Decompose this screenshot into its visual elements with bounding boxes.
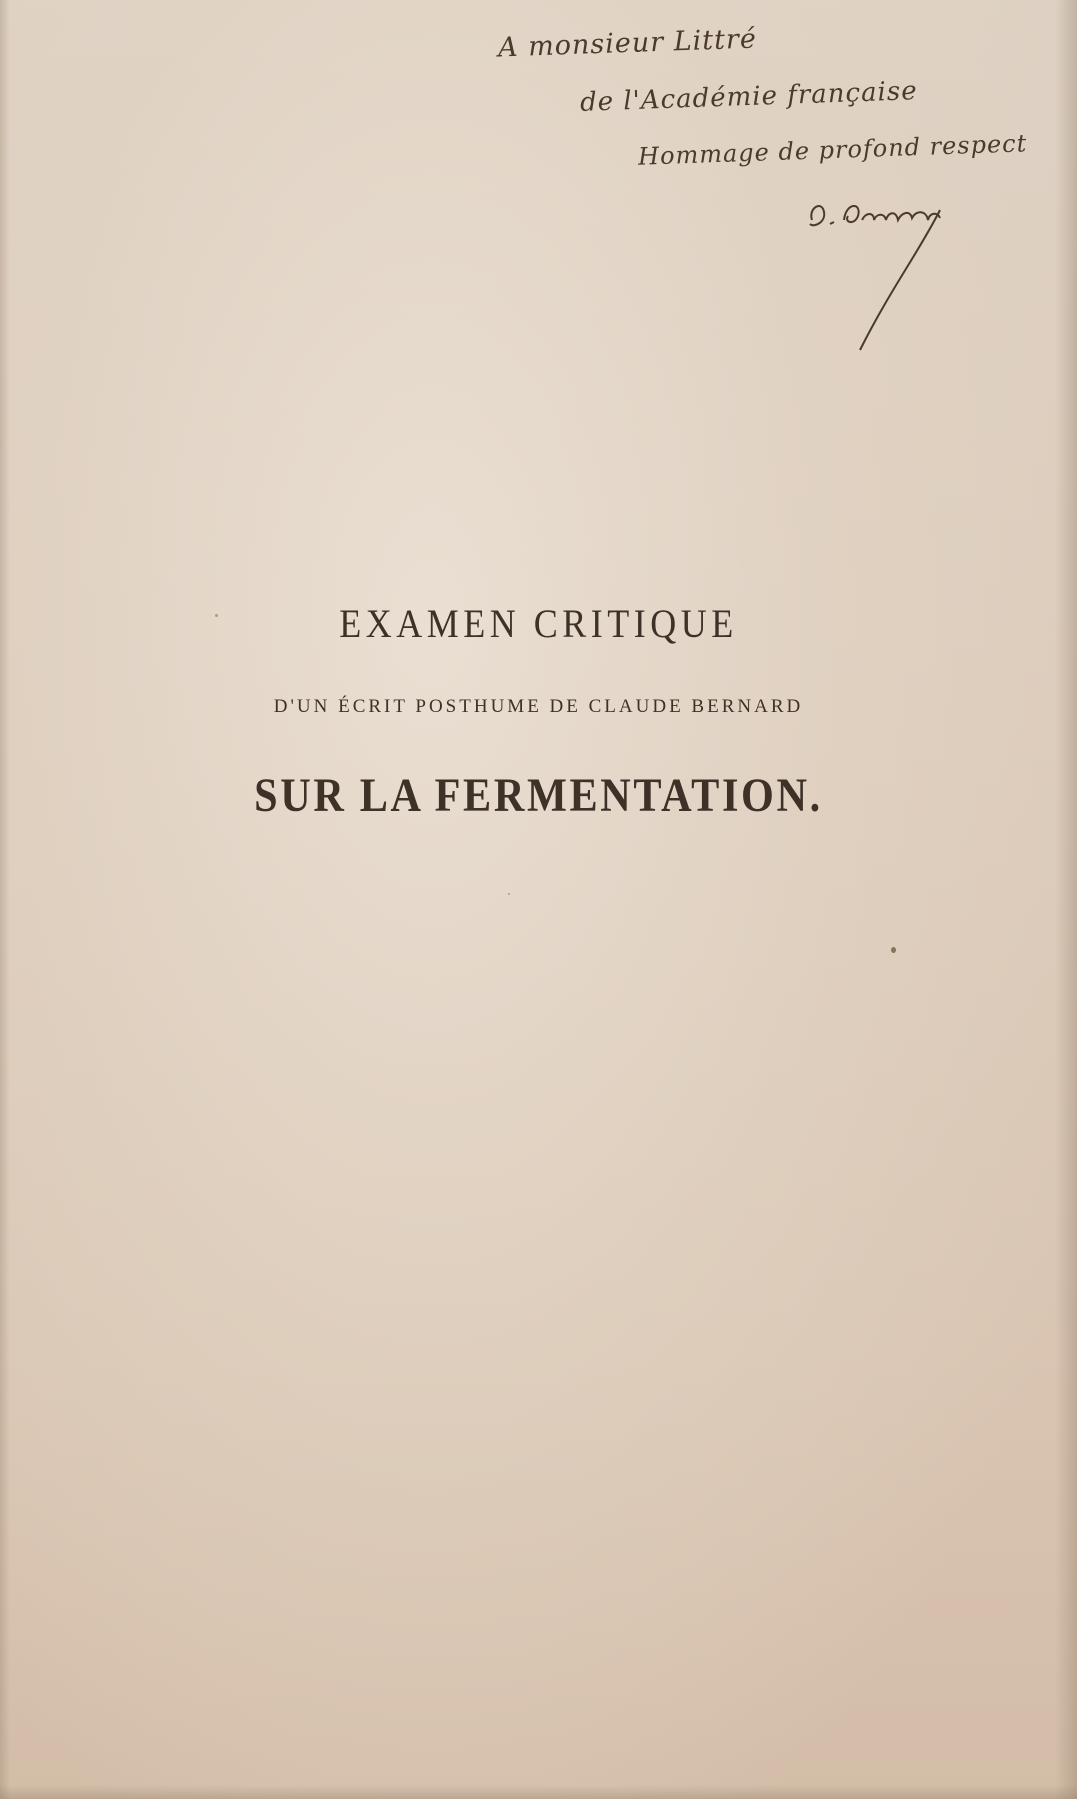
page-edge-bottom [0,1785,1077,1799]
title-line-3: SUR LA FERMENTATION. [254,769,823,822]
handwritten-dedication [470,10,1030,350]
paper-speck [215,614,218,617]
page-edge-right [1055,0,1077,1799]
paper-speck [891,947,896,953]
signature [800,190,1000,360]
paper-speck [508,893,510,895]
dedication-line-3: Hommage de profond respect [637,129,1028,171]
title-line-1: EXAMEN CRITIQUE [339,601,738,646]
title-line-2: D'UN ÉCRIT POSTHUME DE CLAUDE BERNARD [273,696,804,717]
page-edge-left [0,0,10,1799]
dedication-line-1: A monsieur Littré [497,23,758,64]
dedication-line-2: de l'Académie française [579,76,919,118]
